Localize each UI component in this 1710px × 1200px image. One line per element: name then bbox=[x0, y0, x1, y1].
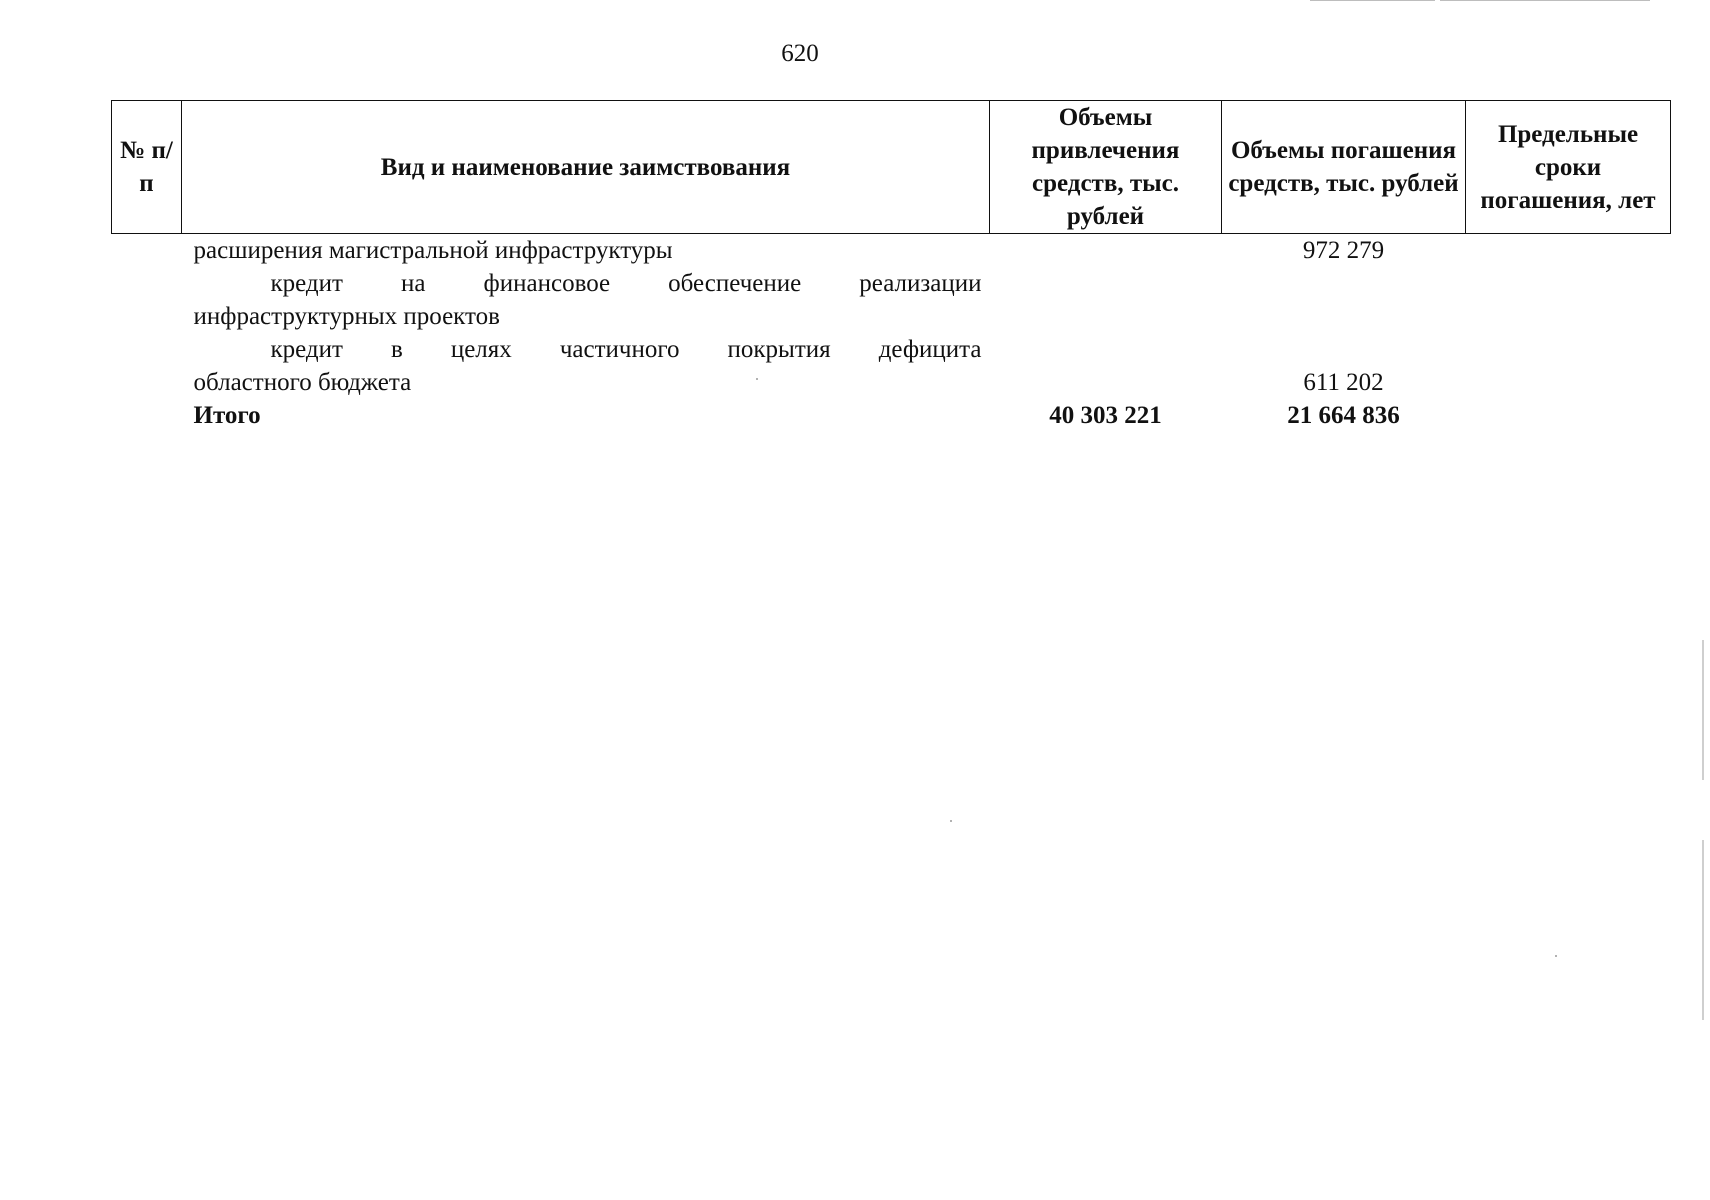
scan-edge-line bbox=[1440, 0, 1650, 1]
scan-speck bbox=[950, 820, 952, 822]
total-number bbox=[112, 399, 182, 432]
row-repay: 611 202 bbox=[1303, 369, 1384, 396]
header-borrowing-name: Вид и наименование заимствования bbox=[182, 101, 990, 234]
row-term bbox=[1466, 333, 1671, 399]
row-attract bbox=[990, 234, 1222, 268]
total-repay: 21 664 836 bbox=[1287, 402, 1400, 429]
header-attract-volume: Объемы привлечения средств, тыс. рублей bbox=[990, 101, 1222, 234]
row-term bbox=[1466, 267, 1671, 333]
row-name bbox=[182, 267, 990, 333]
total-term bbox=[1466, 399, 1671, 432]
row-repay: 972 279 bbox=[1302, 237, 1385, 264]
header-number: № п/п bbox=[112, 101, 182, 234]
row-attract bbox=[990, 333, 1222, 399]
row-name bbox=[182, 333, 990, 399]
table-total-row bbox=[112, 399, 1671, 432]
table-row bbox=[112, 333, 1671, 399]
table-row bbox=[112, 267, 1671, 333]
table-row bbox=[112, 234, 1671, 268]
row-attract bbox=[990, 267, 1222, 333]
row-name-line: областного бюджета bbox=[193, 369, 412, 396]
scan-edge-mark bbox=[1702, 640, 1704, 780]
scan-edge-mark bbox=[1702, 840, 1704, 1020]
row-number bbox=[112, 234, 182, 268]
header-repay-volume: Объемы погашения средств, тыс. рублей bbox=[1222, 101, 1466, 234]
row-name-line: кредит в целях частичного покрытия дефицита bbox=[270, 336, 982, 363]
row-name-line: инфраструктурных проектов bbox=[193, 303, 500, 330]
row-name-line: кредит на финансовое обеспечение реализации bbox=[270, 270, 982, 297]
total-attract: 40 303 221 bbox=[1049, 402, 1162, 429]
row-name: расширения магистральной инфраструктуры bbox=[193, 237, 673, 264]
borrowings-table bbox=[111, 100, 1671, 432]
table-header-row bbox=[112, 101, 1671, 234]
page-number: 620 bbox=[781, 40, 819, 67]
scan-edge-line bbox=[1310, 0, 1435, 1]
header-repay-term: Предельные сроки погашения, лет bbox=[1466, 101, 1671, 234]
row-number bbox=[112, 267, 182, 333]
scan-speck bbox=[1555, 955, 1557, 957]
total-label: Итого bbox=[193, 402, 261, 429]
row-term bbox=[1466, 234, 1671, 268]
row-number bbox=[112, 333, 182, 399]
row-repay bbox=[1222, 267, 1466, 333]
